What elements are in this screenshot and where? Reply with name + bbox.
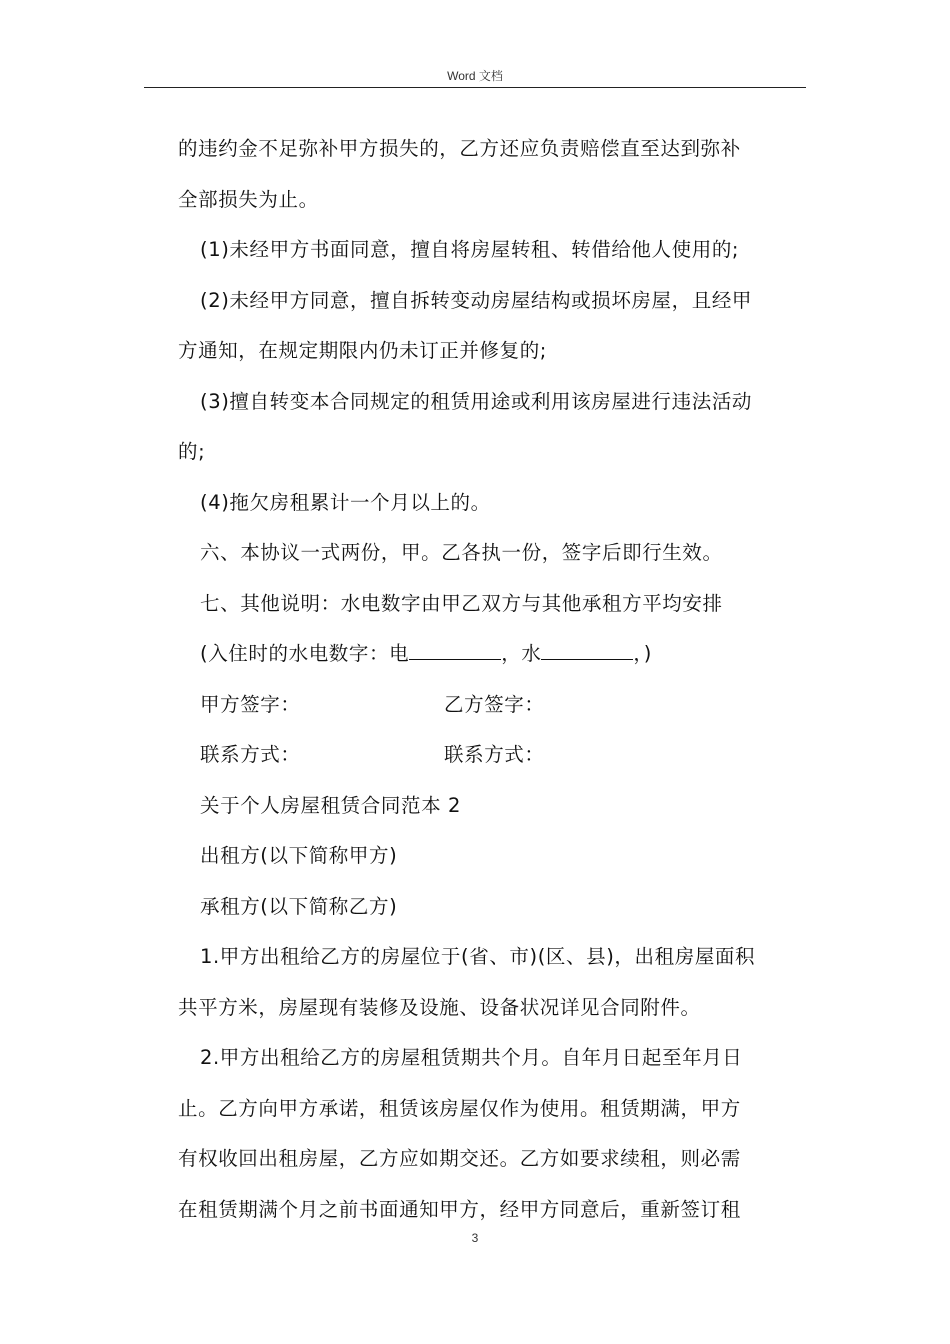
header-divider — [144, 87, 806, 88]
clause-1: (1)未经甲方书面同意，擅自将房屋转租、转借给他人使用的; — [200, 238, 740, 261]
utility-readings-label: (入住时的水电数字：电 — [200, 642, 410, 665]
article-2-line-2: 止。乙方向甲方承诺，租赁该房屋仅作为使用。租赁期满，甲方 — [178, 1096, 741, 1120]
contact-row — [178, 730, 806, 781]
article-1-line-2: 共平方米，房屋现有装修及设施、设备状况详见合同附件。 — [178, 995, 701, 1019]
lessor-label: 出租方(以下简称甲方) — [200, 844, 398, 867]
water-label: ，水 — [501, 642, 542, 665]
page-number: 3 — [471, 1231, 479, 1245]
utility-readings-end: ，) — [633, 642, 652, 665]
signature-row — [178, 680, 806, 731]
party-b-contact-label: 联系方式： — [444, 743, 545, 766]
utility-readings — [178, 629, 806, 680]
party-a-contact-label: 联系方式： — [200, 743, 301, 766]
party-a-signature-label: 甲方签字： — [200, 692, 301, 716]
contract-title: 关于个人房屋租赁合同范本 2 — [200, 793, 462, 817]
clause-4: (4)拖欠房租累计一个月以上的。 — [200, 490, 491, 514]
section-seven: 七、其他说明：水电数字由甲乙双方与其他承租方平均安排 — [200, 591, 723, 615]
lessee-label: 承租方(以下简称乙方) — [200, 894, 398, 918]
document-body — [178, 124, 806, 1235]
clause-3-line-2: 的; — [178, 440, 206, 463]
clause-3-line-1: (3)擅自转变本合同规定的租赁用途或利用该房屋进行违法活动 — [200, 389, 753, 413]
clause-2-line-1: (2)未经甲方同意，擅自拆转变动房屋结构或损坏房屋，且经甲 — [200, 288, 753, 312]
article-2-line-4: 在租赁期满个月之前书面通知甲方，经甲方同意后，重新签订租 — [178, 1197, 741, 1221]
section-six: 六、本协议一式两份，甲。乙各执一份，签字后即行生效。 — [200, 541, 723, 564]
document-header-title: Word 文档 — [447, 69, 503, 83]
paragraph-line: 的违约金不足弥补甲方损失的，乙方还应负责赔偿直至达到弥补 — [178, 137, 741, 160]
water-blank — [541, 631, 633, 660]
electricity-blank — [409, 631, 501, 660]
article-2-line-3: 有权收回出租房屋，乙方应如期交还。乙方如要求续租，则必需 — [178, 1147, 741, 1170]
article-1-line-1: 1.甲方出租给乙方的房屋位于(省、市)(区、县)，出租房屋面积 — [200, 945, 756, 968]
article-2-line-1: 2.甲方出租给乙方的房屋租赁期共个月。自年月日起至年月日 — [200, 1046, 743, 1069]
paragraph-line: 全部损失为止。 — [178, 187, 319, 211]
party-b-signature-label: 乙方签字： — [444, 692, 545, 716]
clause-2-line-2: 方通知，在规定期限内仍未订正并修复的; — [178, 339, 547, 362]
